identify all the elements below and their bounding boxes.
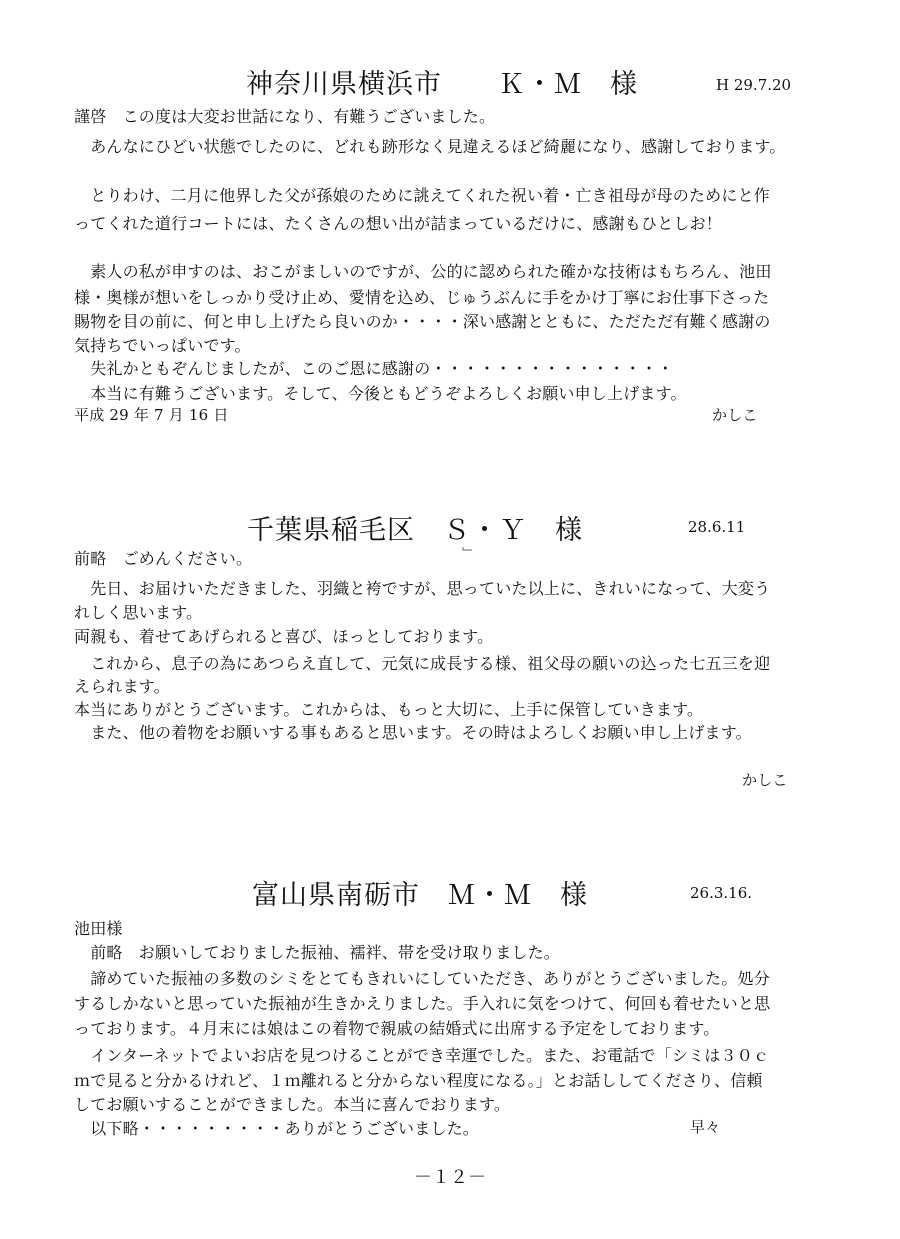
- letter-1-line: 気持ちでいっぱいです。: [74, 336, 251, 355]
- letter-2-line: 先日、お届けいただきました、羽織と袴ですが、思っていた以上に、きれいになって、大変う: [74, 579, 771, 598]
- letter-2-date: 28.6.11: [688, 518, 746, 536]
- letter-3-date: 26.3.16.: [690, 884, 753, 902]
- letter-3-line: っております。４月末には娘はこの着物で親戚の結婚式に出席する予定をしております。: [74, 1019, 720, 1038]
- letter-1-date-line: 平成 29 年 7 月 16 日: [74, 406, 229, 424]
- page-number: －１２－: [414, 1167, 486, 1188]
- letter-3-line: してお願いすることができました。本当に喜んでおります。: [74, 1095, 511, 1114]
- letter-3-line: 前略 お願いしておりました振袖、襦袢、帯を受け取りました。: [74, 943, 561, 962]
- letter-2-line: 本当にありがとうございます。これからは、もっと大切に、上手に保管していきます。: [74, 700, 704, 719]
- letter-2-line: これから、息子の為にあつらえ直して、元気に成長する様、祖父母の願いの込った七五三を迎: [74, 654, 771, 673]
- letter-1-line: あんなにひどい状態でしたのに、どれも跡形なく見違えるほど綺麗になり、感謝しております。: [74, 137, 786, 156]
- letter-1-title: 神奈川県横浜市 Ｋ・Ｍ 様: [246, 69, 638, 100]
- letter-3-closing: 早々: [690, 1118, 721, 1136]
- letter-1-closing: かしこ: [712, 406, 758, 424]
- letter-2-closing: かしこ: [742, 771, 788, 789]
- letter-2-line: れしく思います。: [74, 603, 203, 622]
- letter-3-line: 諦めていた振袖の多数のシミをとてもきれいにしていただき、ありがとうございました。処分: [74, 969, 770, 988]
- letter-3-line: 以下略・・・・・・・・・ありがとうございました。: [74, 1119, 480, 1138]
- letter-3-line: するしかないと思っていた振袖が生きかえりました。手入れに気をつけて、何回も着せたいと思: [74, 994, 771, 1013]
- letter-1-line: ってくれた道行コートには、たくさんの想い出が詰まっているだけに、感謝もひとしお！: [74, 214, 723, 233]
- letter-2-title: 千葉県稲毛区 Ｓ・Ｙ 様: [247, 515, 583, 546]
- letter-1-line: 謹啓 この度は大変お世話になり、有難うございました。: [74, 107, 496, 126]
- letter-2-line: 前略 ごめんください。: [74, 549, 253, 568]
- stray-mark: [462, 546, 474, 552]
- letter-3-line: ｍで見ると分かるけれど、１ｍ離れると分からない程度になる。」とお話ししてくださり、信頼: [74, 1071, 763, 1090]
- letter-2-line: 両親も、着せてあげられると喜び、ほっとしております。: [74, 627, 494, 646]
- letter-2-line: また、他の着物をお願いする事もあると思います。その時はよろしくお願い申し上げます。: [74, 723, 752, 742]
- letter-2-line: えられます。: [74, 677, 170, 696]
- letter-1-date: H 29.7.20: [716, 76, 792, 94]
- letter-1-line: 素人の私が申すのは、おこがましいのですが、公的に認められた確かな技術はもちろん、池田: [74, 262, 772, 281]
- letter-1-line: 本当に有難うございます。そして、今後ともどうぞよろしくお願い申し上げます。: [74, 384, 687, 403]
- letter-1-line: とりわけ、二月に他界した父が孫娘のために誂えてくれた祝い着・亡き祖母が母のためにと作: [74, 186, 770, 205]
- letter-1-line: 賜物を目の前に、何と申し上げたら良いのか・・・・深い感謝とともに、ただただ有難く感謝の: [74, 312, 771, 331]
- letter-3-title: 富山県南砺市 Ｍ・Ｍ 様: [252, 880, 588, 911]
- letter-1-line: 失礼かともぞんじましたが、このご恩に感謝の・・・・・・・・・・・・・・・: [74, 359, 674, 378]
- letter-1-line: 様・奥様が想いをしっかり受け止め、愛情を込め、じゅうぶんに手をかけ丁寧にお仕事下さった: [74, 288, 770, 307]
- letter-3-line: 池田様: [74, 919, 123, 938]
- letter-3-line: インターネットでよいお店を見つけることができ幸運でした。また、お電話で「シミは３０ｃ: [74, 1046, 770, 1065]
